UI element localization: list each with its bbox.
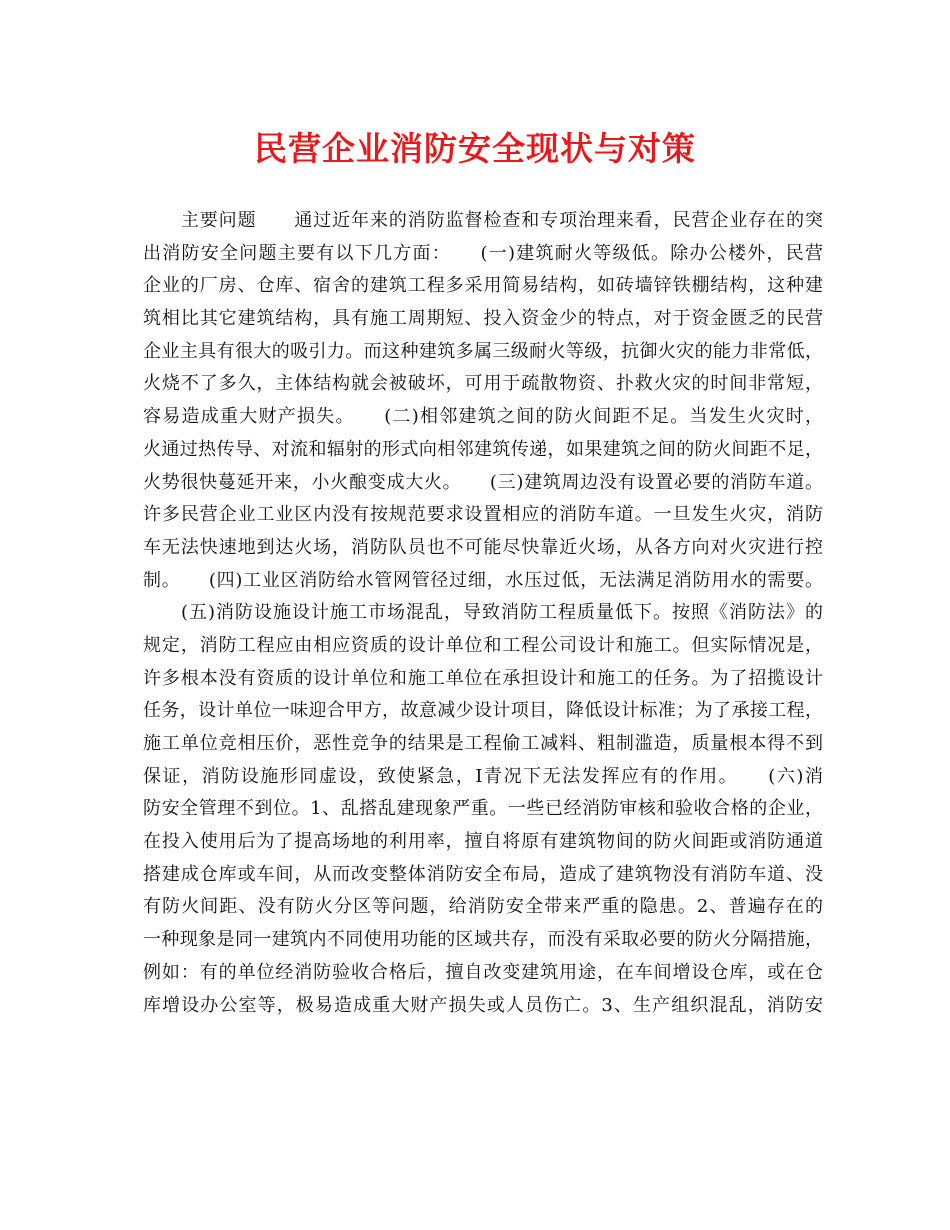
text-line: 火势很快蔓延开来，小火酿变成大火。 (三)建筑周边没有设置必要的消防车道。: [143, 471, 823, 493]
text-line: 许多民营企业工业区内没有按规范要求设置相应的消防车道。一旦发生火灾，消防: [143, 504, 823, 526]
text-line: 容易造成重大财产损失。 (二)相邻建筑之间的防火间距不足。当发生火灾时，: [143, 406, 823, 428]
text-line: 施工单位竞相压价，恶性竞争的结果是工程偷工减料、粗制滥造，质量根本得不到: [143, 733, 823, 754]
text-line: 库增设办公室等，极易造成重大财产损失或人员伤亡。3、生产组织混乱，消防安: [143, 994, 823, 1016]
text-line: 有防火间距、没有防火分区等问题，给消防安全带来严重的隐患。2、普遍存在的: [143, 896, 823, 918]
text-line: 出消防安全问题主要有以下几方面： (一)建筑耐火等级低。除办公楼外，民营: [143, 242, 823, 264]
text-line: 企业主具有很大的吸引力。而这种建筑多属三级耐火等级，抗御火灾的能力非常低，: [143, 340, 823, 362]
text-line: 一种现象是同一建筑内不同使用功能的区域共存，而没有采取必要的防火分隔措施，: [143, 929, 823, 951]
text-line: 任务，设计单位一味迎合甲方，故意减少设计项目，降低设计标准；为了承接工程，: [143, 700, 823, 722]
text-line: 规定，消防工程应由相应资质的设计单位和工程公司设计和施工。但实际情况是，: [143, 634, 823, 656]
text-line: (五)消防设施设计施工市场混乱，导致消防工程质量低下。按照《消防法》的: [143, 602, 823, 624]
text-line: 企业的厂房、仓库、宿舍的建筑工程多采用简易结构，如砖墙锌铁棚结构，这种建: [143, 275, 823, 297]
text-line: 火烧不了多久，主体结构就会被破坏，可用于疏散物资、扑救火灾的时间非常短，: [143, 373, 823, 395]
text-line: 防安全管理不到位。1、乱搭乱建现象严重。一些已经消防审核和验收合格的企业，: [143, 798, 823, 820]
document-title: 民营企业消防安全现状与对策: [254, 129, 696, 168]
text-line: 制。 (四)工业区消防给水管网管径过细，水压过低，无法满足消防用水的需要。: [143, 569, 823, 591]
text-line: 保证，消防设施形同虚设，致使紧急，I青况下无法发挥应有的作用。 (六)消: [143, 765, 823, 787]
text-line: 主要问题 通过近年来的消防监督检查和专项治理来看，民营企业存在的突: [143, 210, 823, 231]
text-line: 许多根本没有资质的设计单位和施工单位在承担设计和施工的任务。为了招揽设计: [143, 667, 823, 689]
text-line: 车无法快速地到达火场，消防队员也不可能尽快靠近火场，从各方向对火灾进行控: [143, 536, 823, 558]
text-line: 搭建成仓库或车间，从而改变整体消防安全布局，造成了建筑物没有消防车道、没: [143, 863, 823, 885]
text-line: 在投入使用后为了提高场地的利用率，擅自将原有建筑物间的防火间距或消防通道: [143, 831, 823, 853]
text-line: 筑相比其它建筑结构，具有施工周期短、投入资金少的特点，对于资金匮乏的民营: [143, 308, 823, 330]
text-line: 例如：有的单位经消防验收合格后，擅自改变建筑用途，在车间增设仓库，或在仓: [143, 961, 823, 983]
text-line: 火通过热传导、对流和辐射的形式向相邻建筑传递，如果建筑之间的防火间距不足，: [143, 438, 823, 460]
document-body: [143, 205, 823, 1022]
